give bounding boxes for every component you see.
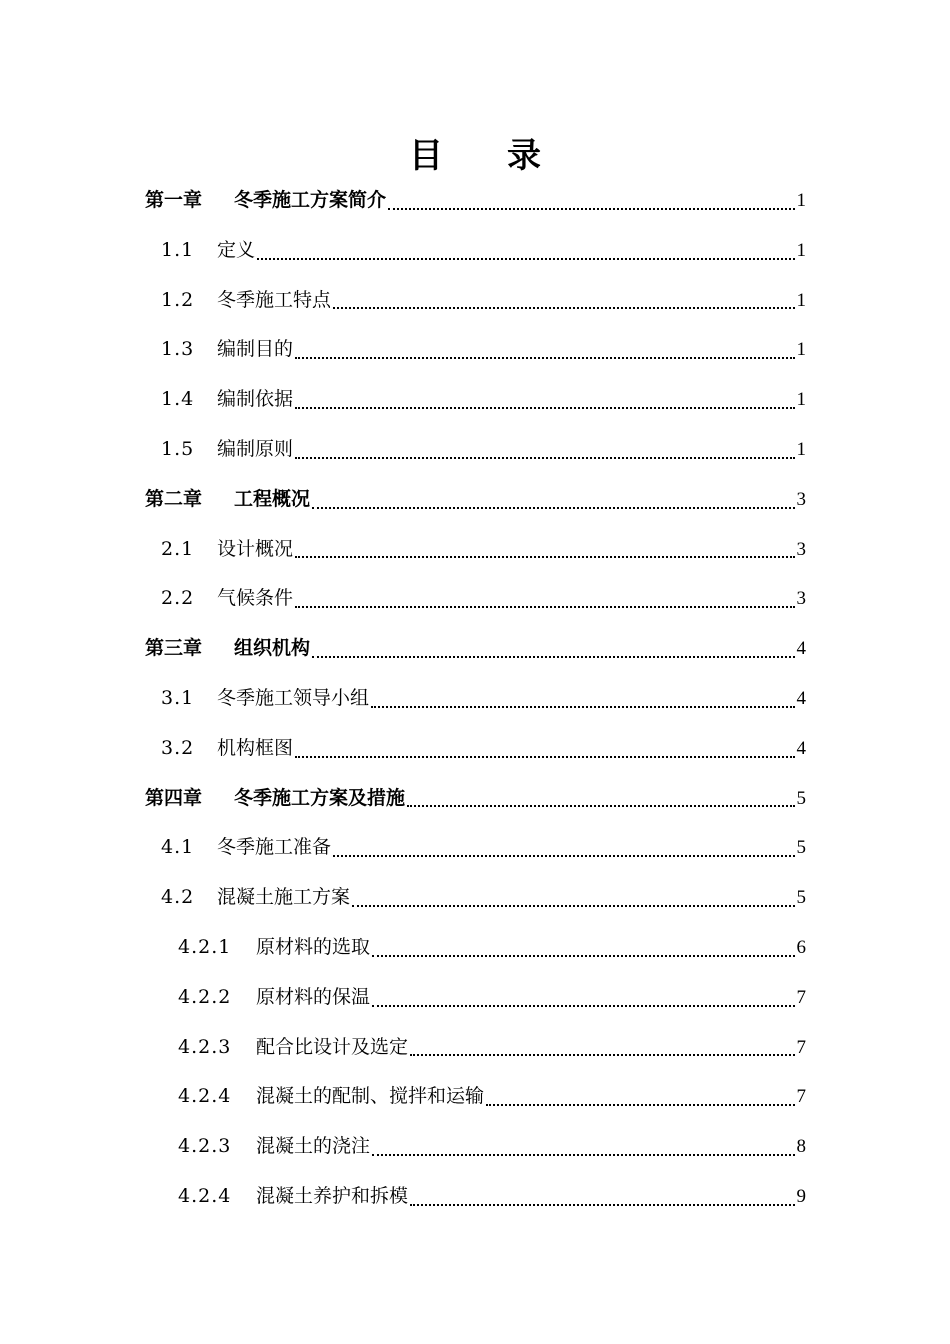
toc-entry-title: 冬季施工方案及措施 [234, 786, 406, 809]
toc-entry[interactable] [145, 525, 806, 575]
toc-dot-leader [295, 756, 794, 758]
toc-entry-number: 3.2 [161, 736, 195, 759]
toc-page-number: 8 [796, 1136, 806, 1158]
toc-page-number: 3 [796, 538, 806, 560]
toc-title-char-2: 录 [507, 136, 541, 176]
toc-page-number: 7 [796, 986, 806, 1008]
toc-entry-number: 4.2.2 [178, 985, 232, 1008]
toc-entry[interactable] [145, 375, 806, 425]
toc-entry-number: 1.4 [161, 388, 195, 411]
toc-entry[interactable] [145, 1023, 806, 1073]
toc-page-number: 4 [796, 638, 806, 660]
toc-entry[interactable] [145, 923, 806, 973]
toc-entry-title: 原材料的保温 [256, 985, 371, 1008]
toc-page-number: 9 [796, 1185, 806, 1207]
toc-dot-leader [352, 905, 794, 907]
toc-dot-leader [410, 1204, 794, 1206]
toc-entry-title: 冬季施工准备 [217, 836, 332, 859]
toc-entry[interactable] [145, 1122, 806, 1172]
toc-dot-leader [257, 258, 794, 260]
toc-dot-leader [312, 656, 794, 658]
toc-dot-leader [333, 307, 794, 309]
toc-dot-leader [295, 457, 794, 459]
toc-dot-leader [372, 955, 794, 957]
toc-entry-title: 冬季施工方案简介 [234, 189, 387, 211]
toc-page-number: 5 [796, 887, 806, 909]
toc-entry-title: 原材料的选取 [256, 935, 371, 958]
toc-page-number: 1 [796, 389, 806, 411]
toc-entry[interactable] [145, 574, 806, 624]
toc-entry-number: 3.1 [161, 686, 195, 709]
toc-entry-title: 混凝土施工方案 [217, 886, 351, 909]
toc-entry-number: 4.2.1 [178, 935, 232, 958]
toc-entry-number: 1.1 [161, 238, 195, 261]
toc-entry[interactable] [145, 774, 806, 824]
toc-entry[interactable] [145, 873, 806, 923]
toc-entry[interactable] [145, 724, 806, 774]
toc-page-number: 7 [796, 1086, 806, 1108]
toc-entry-number: 第一章 [145, 189, 203, 211]
toc-entry-title: 混凝土的浇注 [256, 1135, 371, 1158]
toc-dot-leader [371, 706, 794, 708]
toc-entry-title: 气候条件 [217, 587, 294, 610]
toc-entry[interactable] [145, 1072, 806, 1122]
toc-title [0, 128, 950, 177]
toc-entry[interactable] [145, 973, 806, 1023]
toc-entry-number: 第三章 [145, 637, 203, 660]
toc-entry-title: 编制目的 [217, 338, 294, 361]
toc-dot-leader [486, 1104, 794, 1106]
toc-page-number: 4 [796, 737, 806, 759]
toc-page-number: 4 [796, 687, 806, 709]
toc-entry[interactable] [145, 425, 806, 475]
toc-entry-title: 定义 [217, 238, 256, 261]
toc-entry-number: 4.1 [161, 836, 195, 859]
toc-page-number: 5 [796, 837, 806, 859]
toc-entry-number: 第二章 [145, 487, 203, 510]
toc-entry-number: 1.3 [161, 338, 195, 361]
toc-entry-number: 4.2 [161, 886, 195, 909]
toc-entry[interactable] [145, 176, 806, 226]
toc-page-number: 5 [796, 787, 806, 809]
toc-page-number: 7 [796, 1036, 806, 1058]
toc-dot-leader [372, 1154, 794, 1156]
toc-entry-title: 机构框图 [217, 736, 294, 759]
toc-entry-title: 冬季施工特点 [217, 288, 332, 311]
toc-dot-leader [410, 1054, 794, 1056]
toc-entry-number: 第四章 [145, 786, 203, 809]
toc-entry-title: 混凝土的配制、搅拌和运输 [256, 1085, 485, 1108]
toc-entry[interactable] [145, 624, 806, 674]
toc-dot-leader [295, 407, 794, 409]
toc-entry-number: 2.1 [161, 537, 195, 560]
toc-entry[interactable] [145, 823, 806, 873]
toc-page-number: 1 [796, 239, 806, 261]
toc-page-number: 3 [796, 588, 806, 610]
toc-entry-number: 4.2.4 [178, 1184, 232, 1207]
toc-page-number: 1 [796, 190, 806, 211]
toc-entry-number: 1.2 [161, 288, 195, 311]
toc-page-number: 1 [796, 438, 806, 460]
toc-entry-title: 混凝土养护和拆模 [256, 1184, 409, 1207]
toc-dot-leader [295, 556, 794, 558]
toc-entry[interactable] [145, 325, 806, 375]
toc-entry[interactable] [145, 276, 806, 326]
toc-entry[interactable] [145, 674, 806, 724]
toc-entry[interactable] [145, 226, 806, 276]
toc-dot-leader [388, 208, 794, 210]
toc-entry[interactable] [145, 1172, 806, 1222]
toc-entry-title: 冬季施工领导小组 [217, 686, 370, 709]
toc-dot-leader [312, 507, 794, 509]
toc-dot-leader [295, 357, 794, 359]
toc-entry-title: 编制依据 [217, 388, 294, 411]
toc-entry-title: 配合比设计及选定 [256, 1035, 409, 1058]
toc-page-number: 6 [796, 936, 806, 958]
toc-dot-leader [407, 805, 794, 807]
toc-entry-title: 工程概况 [234, 487, 311, 510]
toc-page-number: 3 [796, 488, 806, 510]
toc-entry-number: 4.2.3 [178, 1035, 232, 1058]
toc-dot-leader [295, 606, 794, 608]
toc-dot-leader [372, 1005, 794, 1007]
toc-page-number: 1 [796, 339, 806, 361]
toc-entry-number: 4.2.4 [178, 1085, 232, 1108]
toc-entry-number: 2.2 [161, 587, 195, 610]
toc-entry[interactable] [145, 475, 806, 525]
toc-list [145, 176, 806, 1222]
toc-entry-number: 4.2.3 [178, 1135, 232, 1158]
toc-dot-leader [333, 855, 794, 857]
toc-entry-title: 组织机构 [234, 637, 311, 660]
toc-page-number: 1 [796, 289, 806, 311]
toc-title-char-1: 目 [409, 136, 443, 176]
toc-entry-number: 1.5 [161, 437, 195, 460]
toc-entry-title: 编制原则 [217, 437, 294, 460]
toc-entry-title: 设计概况 [217, 537, 294, 560]
